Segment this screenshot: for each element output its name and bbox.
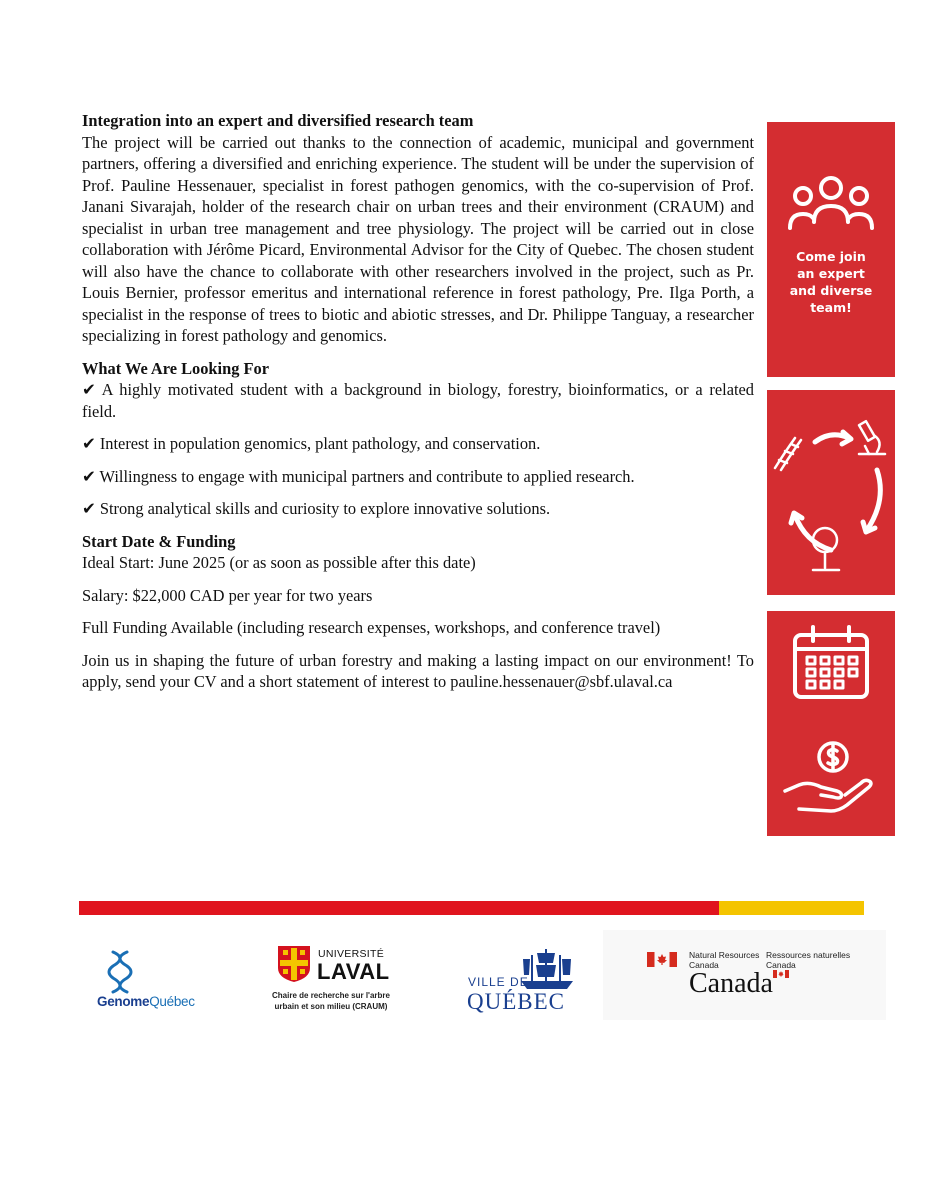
genome-quebec-wordmark	[97, 994, 195, 1009]
footer-bar-yellow	[719, 901, 864, 915]
laval-crest-icon	[276, 944, 312, 984]
looking-item-4: ✔ Strong analytical skills and curiosity to explore innovative solutions.	[82, 499, 551, 518]
nrcan-english-name	[689, 950, 759, 970]
genome-word: Genome	[97, 994, 150, 1009]
canada-wordmark: Canada	[689, 968, 773, 999]
dna-helix-icon	[107, 948, 133, 996]
looking-item-1: ✔ A highly motivated student with a background in biology, forestry, bioinformatics, or a related field.	[82, 380, 754, 421]
nrcan-fr-line-2: Canada	[766, 960, 796, 970]
team-text-line-2: an expert	[797, 266, 865, 281]
calendar-icon	[789, 623, 873, 703]
team-people-icon	[786, 172, 876, 242]
wordmark-flag-icon	[773, 970, 789, 978]
nrcan-fr-line-1: Ressources naturelles	[766, 950, 851, 960]
team-text-line-4: team!	[810, 300, 852, 315]
team-text-line-3: and diverse	[789, 283, 873, 298]
craum-label	[270, 990, 392, 1012]
nrcan-en-line-2: Canada	[689, 960, 719, 970]
team-paragraph: The project will be carried out thanks to the connection of academic, municipal and government partners, offering a diversified and enriching experience. The student will be under the supervision of Prof. Pauline Hessenauer, specialist in forest pathogen genomics, with the co-supervision of Prof. Janani Sivarajah, holder of the research chair on urban trees and their environment (CRAUM) and specialist in urban tree management and tree physiology. The project will be carried out in close collaboration with Jérôme Picard, Environmental Advisor for the City of Quebec. The chosen student will also have the chance to collaborate with other researchers involved in the project, such as Pr. Louis Bernier, professor emeritus and international reference in forest pathology, Pre. Ilga Porth, a specialist in the response of trees to biotic and abiotic stresses, and Dr. Philippe Tanguay, a researcher specializing in forest pathology and genomics.	[82, 132, 754, 345]
laval-name: LAVAL	[317, 959, 390, 984]
universite-laval-logo	[268, 940, 393, 1020]
ville-de-label: VILLE DE	[468, 975, 529, 989]
research-cycle-icon	[767, 390, 895, 595]
team-panel-text	[767, 248, 895, 316]
funding-start: Ideal Start: June 2025 (or as soon as possible after this date)	[82, 553, 476, 572]
research-cycle-panel	[767, 390, 895, 595]
funding-full: Full Funding Available (including research expenses, workshops, and conference travel)	[82, 618, 661, 637]
team-text-line-1: Come join	[796, 249, 866, 264]
funding-heading: Start Date & Funding	[82, 531, 236, 551]
quebec-label: QUÉBEC	[467, 989, 565, 1014]
looking-heading: What We Are Looking For	[82, 358, 269, 378]
quebec-word: Québec	[149, 994, 195, 1009]
canada-flag-icon	[647, 952, 677, 967]
nrcan-french-name	[766, 950, 850, 970]
funding-panel	[767, 611, 895, 836]
closing-paragraph: Join us in shaping the future of urban forestry and making a lasting impact on our environment! To apply, send your CV and a short statement of interest to pauline.hessenauer@sbf.ulaval.ca	[82, 650, 754, 691]
craum-line-2: urbain et son milieu (CRAUM)	[274, 1002, 388, 1011]
laval-top-label: UNIVERSITÉ	[318, 948, 385, 960]
nrcan-logo	[603, 930, 886, 1020]
looking-item-3: ✔ Willingness to engage with municipal partners and contribute to applied research.	[82, 466, 635, 486]
main-content	[82, 110, 754, 693]
footer-bar-red	[79, 901, 719, 915]
genome-quebec-logo	[95, 940, 215, 1020]
hand-money-icon	[781, 739, 877, 819]
looking-item-2: ✔ Interest in population genomics, plant pathology, and conservation.	[82, 434, 541, 453]
funding-salary: Salary: $22,000 CAD per year for two years	[82, 585, 373, 605]
nrcan-en-line-1: Natural Resources	[689, 950, 760, 960]
team-heading: Integration into an expert and diversified research team	[82, 111, 474, 130]
craum-line-1: Chaire de recherche sur l'arbre	[272, 991, 390, 1000]
ville-de-quebec-logo	[455, 945, 580, 1020]
team-panel	[767, 122, 895, 377]
